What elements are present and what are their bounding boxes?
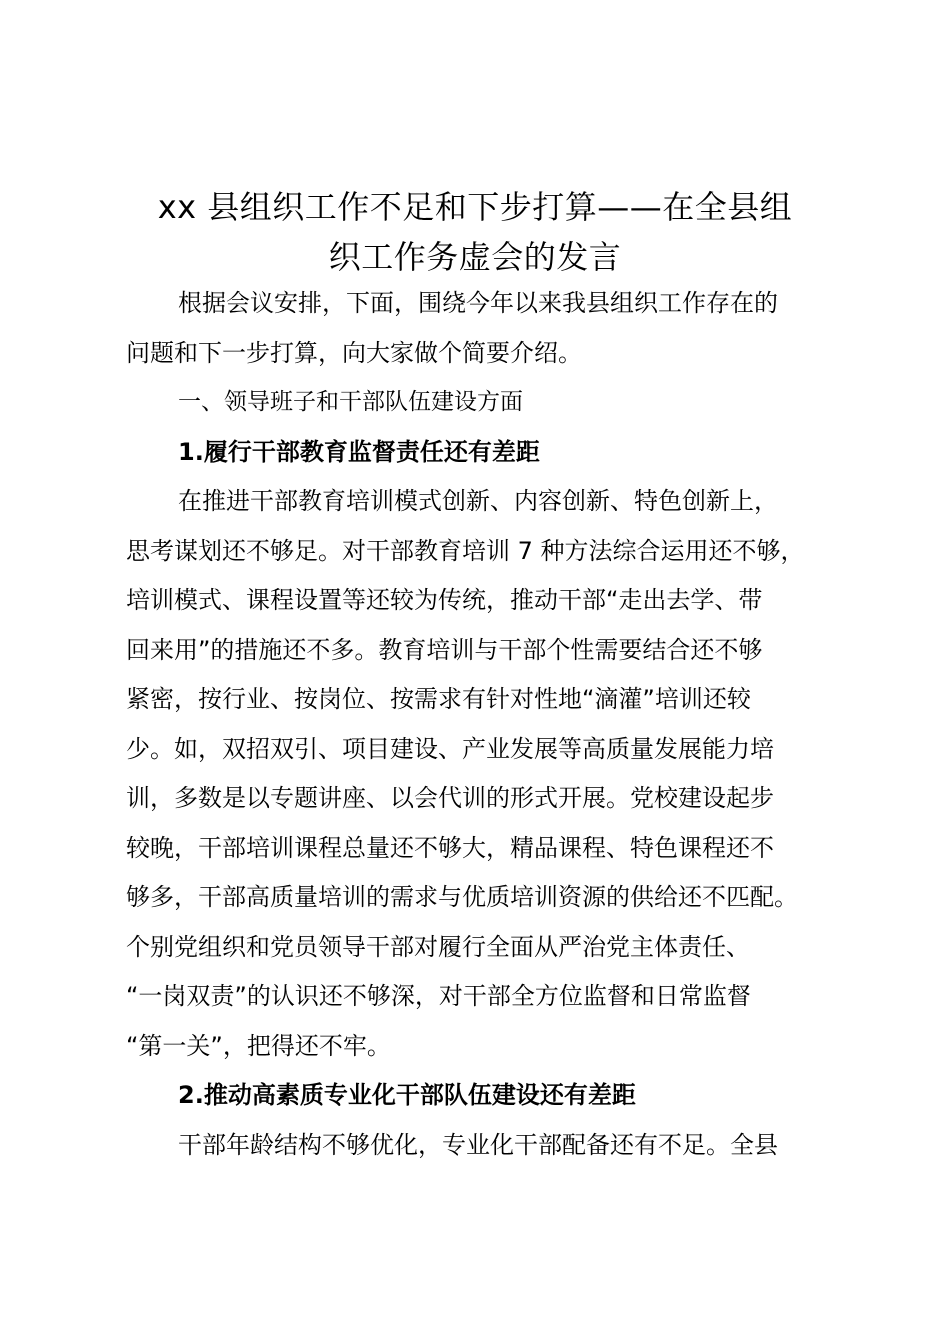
paragraph-line: 紧密，按行业、按岗位、按需求有针对性地“滴灌”培训还较 xyxy=(126,685,751,713)
title-line: xx 县组织工作不足和下步打算——在全县组 xyxy=(157,188,793,226)
paragraph-line: 培训模式、课程设置等还较为传统，推动干部“走出去学、带 xyxy=(126,586,763,614)
paragraph-line: 够多，干部高质量培训的需求与优质培训资源的供给还不匹配。 xyxy=(126,883,798,911)
intro-line: 根据会议安排，下面，围绕今年以来我县组织工作存在的 xyxy=(178,289,778,317)
paragraph-line: 在推进干部教育培训模式创新、内容创新、特色创新上， xyxy=(178,487,778,515)
intro-line: 问题和下一步打算，向大家做个简要介绍。 xyxy=(126,338,582,367)
subsection-heading-1: 1.履行干部教育监督责任还有差距 xyxy=(178,437,540,466)
paragraph-line: 较晚，干部培训课程总量还不够大，精品课程、特色课程还不 xyxy=(126,833,774,862)
document-title xyxy=(120,182,830,282)
paragraph-line: 个别党组织和党员领导干部对履行全面从严治党主体责任、 xyxy=(126,932,750,961)
section-heading: 一、领导班子和干部队伍建设方面 xyxy=(178,389,523,415)
subsection-heading-2: 2.推动高素质专业化干部队伍建设还有差距 xyxy=(178,1081,636,1109)
paragraph-line: 回来用”的措施还不多。教育培训与干部个性需要结合还不够 xyxy=(126,635,763,664)
document-body xyxy=(126,279,856,1170)
paragraph-line: 少。如，双招双引、项目建设、产业发展等高质量发展能力培 xyxy=(126,734,774,763)
paragraph-line: “第一关”，把得还不牢。 xyxy=(126,1031,391,1060)
paragraph-line: 干部年龄结构不够优化，专业化干部配备还有不足。全县 xyxy=(178,1130,778,1159)
paragraph-line: “一岗双责”的认识还不够深，对干部全方位监督和日常监督 xyxy=(126,982,751,1010)
title-line: 织工作务虚会的发言 xyxy=(328,238,622,276)
paragraph-line: 训，多数是以专题讲座、以会代训的形式开展。党校建设起步 xyxy=(126,784,774,812)
paragraph-line: 思考谋划还不够足。对干部教育培训 7 种方法综合运用还不够， xyxy=(126,536,805,565)
